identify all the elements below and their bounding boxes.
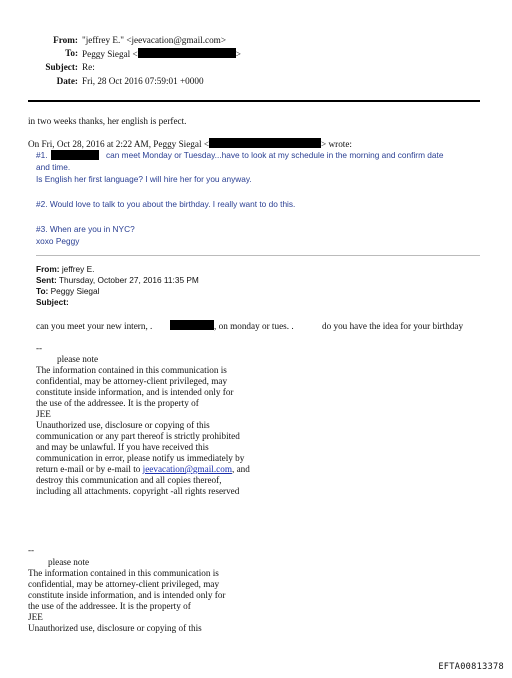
disclaimer-line: Unauthorized use, disclosure or copying of this — [28, 623, 202, 633]
disclaimer-line: communication in error, please notify us immediately by — [36, 453, 245, 463]
disclaimer-line: communication or any part thereof is strictly prohibited — [36, 431, 240, 441]
disclaimer-line: constitute inside information, and is intended only for — [28, 590, 226, 600]
disclaimer1-please-note: please note — [57, 354, 99, 364]
disclaimer2-please-note: please note — [48, 557, 90, 567]
fwd-body-suffix: do you have the idea for your birthday — [322, 321, 464, 331]
quoted-item1-num: #1. — [36, 150, 48, 160]
subject-label: Subject: — [45, 62, 78, 72]
disclaimer-line: destroy this communication and all copies thereof, — [36, 475, 222, 485]
email-link[interactable]: jeevacation@gmail.com — [142, 464, 232, 474]
redaction-box — [138, 48, 236, 58]
fwd-body-middle: , on monday or tues. . — [214, 321, 294, 331]
disclaimer-line: the use of the addressee. It is the property of — [28, 601, 191, 611]
fwd-body-prefix: can you meet your new intern, . — [36, 321, 153, 331]
header-divider — [28, 100, 480, 102]
fwd-from-label: From: — [36, 264, 60, 274]
fwd-sent-value: Thursday, October 27, 2016 11:35 PM — [58, 275, 199, 285]
from-value: "jeffrey E." <jeevacation@gmail.com> — [82, 35, 227, 45]
redaction-box — [209, 138, 321, 148]
fwd-from-value: jeffrey E. — [61, 264, 95, 274]
disclaimer-line: including all attachments. copyright -all rights reserved — [36, 486, 240, 496]
fwd-to — [36, 286, 100, 297]
fwd-to-value: Peggy Siegal — [50, 286, 100, 296]
disclaimer1-dashes: -- — [36, 343, 43, 353]
fwd-from — [36, 264, 94, 275]
disclaimer-email-line — [36, 464, 250, 475]
quoted-item1-line2: Is English her first language? I will hire her for you anyway. — [36, 174, 252, 184]
disclaimer-line: Unauthorized use, disclosure or copying of this — [36, 420, 210, 430]
quoted-signoff: xoxo Peggy — [36, 236, 80, 246]
date-label: Date: — [56, 76, 78, 86]
to-label: To: — [65, 48, 78, 58]
to-name: Peggy Siegal < — [82, 49, 138, 59]
fwd-subject-label: Subject: — [36, 297, 69, 307]
fwd-to-label: To: — [36, 286, 49, 296]
disclaimer2-text — [28, 568, 226, 634]
quoted-item1-text: can meet Monday or Tuesday...have to look at my schedule in the morning and confirm date — [106, 150, 444, 160]
disclaimer-line: the use of the addressee. It is the property of — [36, 398, 199, 408]
quoted-item1-cont: and time. — [36, 162, 71, 172]
disclaimer-line: confidential, may be attorney-client privileged, may — [36, 376, 228, 386]
disclaimer-line: constitute inside information, and is intended only for — [36, 387, 234, 397]
redaction-box — [170, 320, 214, 330]
fwd-sent — [36, 275, 199, 286]
disclaimer1-text — [36, 365, 250, 497]
redaction-box — [51, 150, 99, 160]
fwd-sent-label: Sent: — [36, 275, 57, 285]
disclaimer2-dashes: -- — [28, 545, 35, 555]
subject-value: Re: — [82, 62, 95, 72]
from-label: From: — [53, 35, 78, 45]
disclaimer-line: The information contained in this communication is — [28, 568, 219, 578]
to-value — [82, 48, 241, 60]
quoted-item3: #3. When are you in NYC? — [36, 224, 135, 234]
disclaimer-line: The information contained in this communication is — [36, 365, 227, 375]
quoted-intro-prefix: On Fri, Oct 28, 2016 at 2:22 AM, Peggy Siegal < — [28, 139, 210, 149]
date-value: Fri, 28 Oct 2016 07:59:01 +0000 — [82, 76, 204, 86]
disclaimer-line: JEE — [28, 612, 43, 622]
email-line-suffix: , and — [231, 464, 250, 474]
to-suffix: > — [235, 49, 241, 59]
disclaimer-line: confidential, may be attorney-client privileged, may — [28, 579, 220, 589]
email-line-prefix: return e-mail or by e-mail to — [36, 464, 143, 474]
forward-divider — [36, 255, 480, 256]
bates-number: EFTA00813378 — [438, 662, 504, 672]
disclaimer-line: JEE — [36, 409, 51, 419]
disclaimer-line: and may be unlawful. If you have received this — [36, 442, 209, 452]
quoted-item2: #2. Would love to talk to you about the birthday. I really want to do this. — [36, 199, 296, 209]
reply-body: in two weeks thanks, her english is perfect. — [28, 116, 187, 126]
quoted-intro-suffix: > wrote: — [321, 139, 352, 149]
quoted-intro — [28, 138, 352, 150]
